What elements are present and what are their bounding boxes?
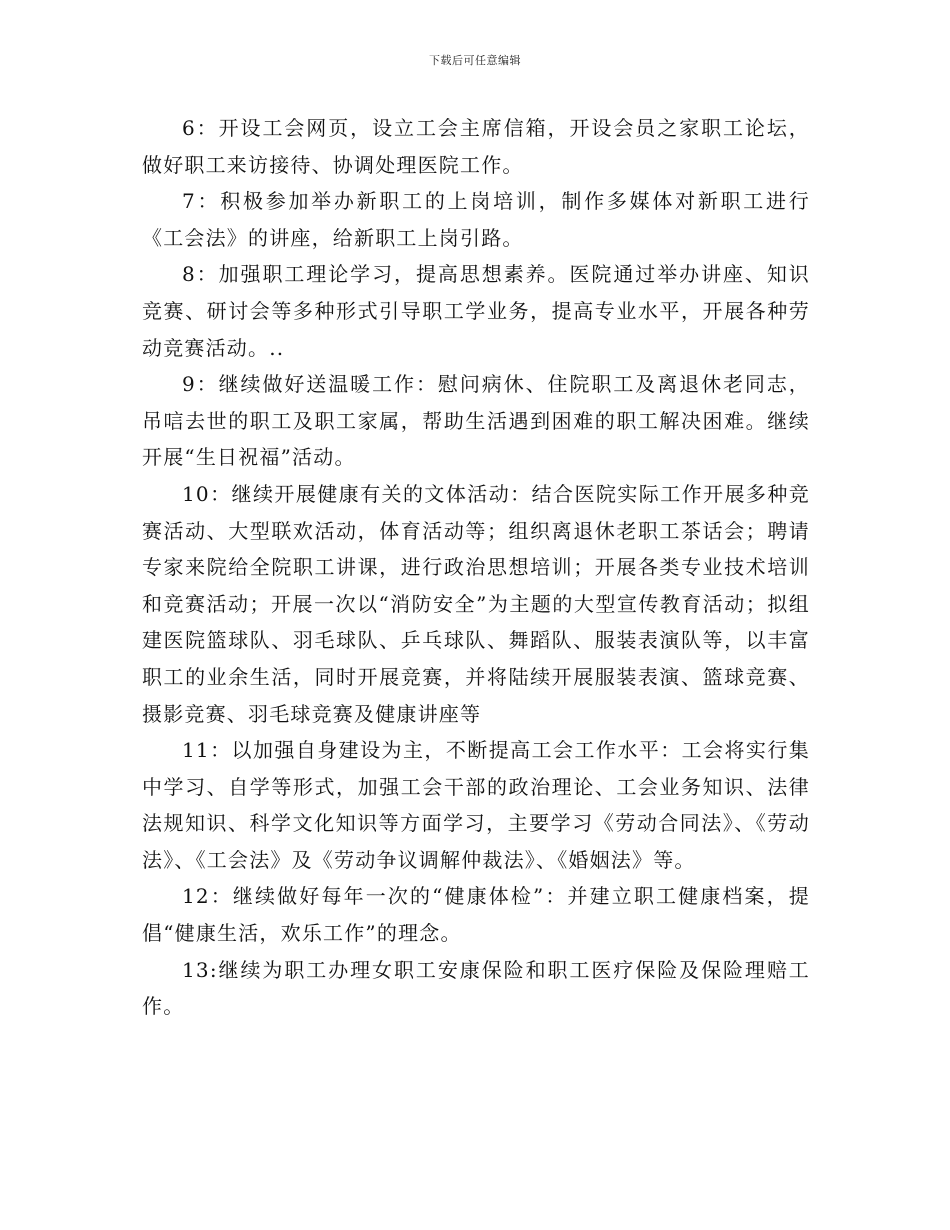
paragraph-item-12: 12：继续做好每年一次的“健康体检”：并建立职工健康档案，提倡“健康生活，欢乐工作”的理念。 (142, 884, 810, 946)
document-body (142, 110, 810, 1025)
page-header: 下载后可任意编辑 (429, 54, 521, 67)
paragraph-item-7: 7：积极参加举办新职工的上岗培训，制作多媒体对新职工进行《工会法》的讲座，给新职工上岗引路。 (142, 189, 810, 250)
paragraph-item-9: 9：继续做好送温暖工作：慰问病休、住院职工及离退休老同志，吊唁去世的职工及职工家属，帮助生活遇到困难的职工解决困难。继续开展“生日祝福”活动。 (142, 372, 810, 470)
paragraph-item-6: 6：开设工会网页，设立工会主席信箱，开设会员之家职工论坛，做好职工来访接待、协调处理医院工作。 (142, 116, 810, 177)
paragraph-item-13: 13:继续为职工办理女职工安康保险和职工医疗保险及保险理赔工作。 (142, 957, 810, 1019)
paragraph-item-10: 10：继续开展健康有关的文体活动：结合医院实际工作开展多种竞赛活动、大型联欢活动，体育活动等；组织离退休老职工茶话会；聘请专家来院给全院职工讲课，进行政治思想培训；开展各类专业技术培训和竞赛活动；开展一次以“消防安全”为主题的大型宣传教育活动；拟组建医院篮球队、羽毛球队、乒乓球队、舞蹈队、服装表演队等，以丰富职工的业余生活，同时开展竞赛，并将陆续开展服装表演、篮球竞赛、摄影竞赛、羽毛球竞赛及健康讲座等 (142, 481, 810, 726)
paragraph-item-11: 11：以加强自身建设为主，不断提高工会工作水平：工会将实行集中学习、自学等形式，加强工会干部的政治理论、工会业务知识、法律法规知识、科学文化知识等方面学习，主要学习《劳动合同法》、《劳动法》、《工会法》及《劳动争议调解仲裁法》、《婚姻法》等。 (142, 738, 810, 872)
paragraph-item-8: 8：加强职工理论学习，提高思想素养。医院通过举办讲座、知识竞赛、研讨会等多种形式引导职工学业务，提高专业水平，开展各种劳动竞赛活动。.. (142, 262, 810, 360)
